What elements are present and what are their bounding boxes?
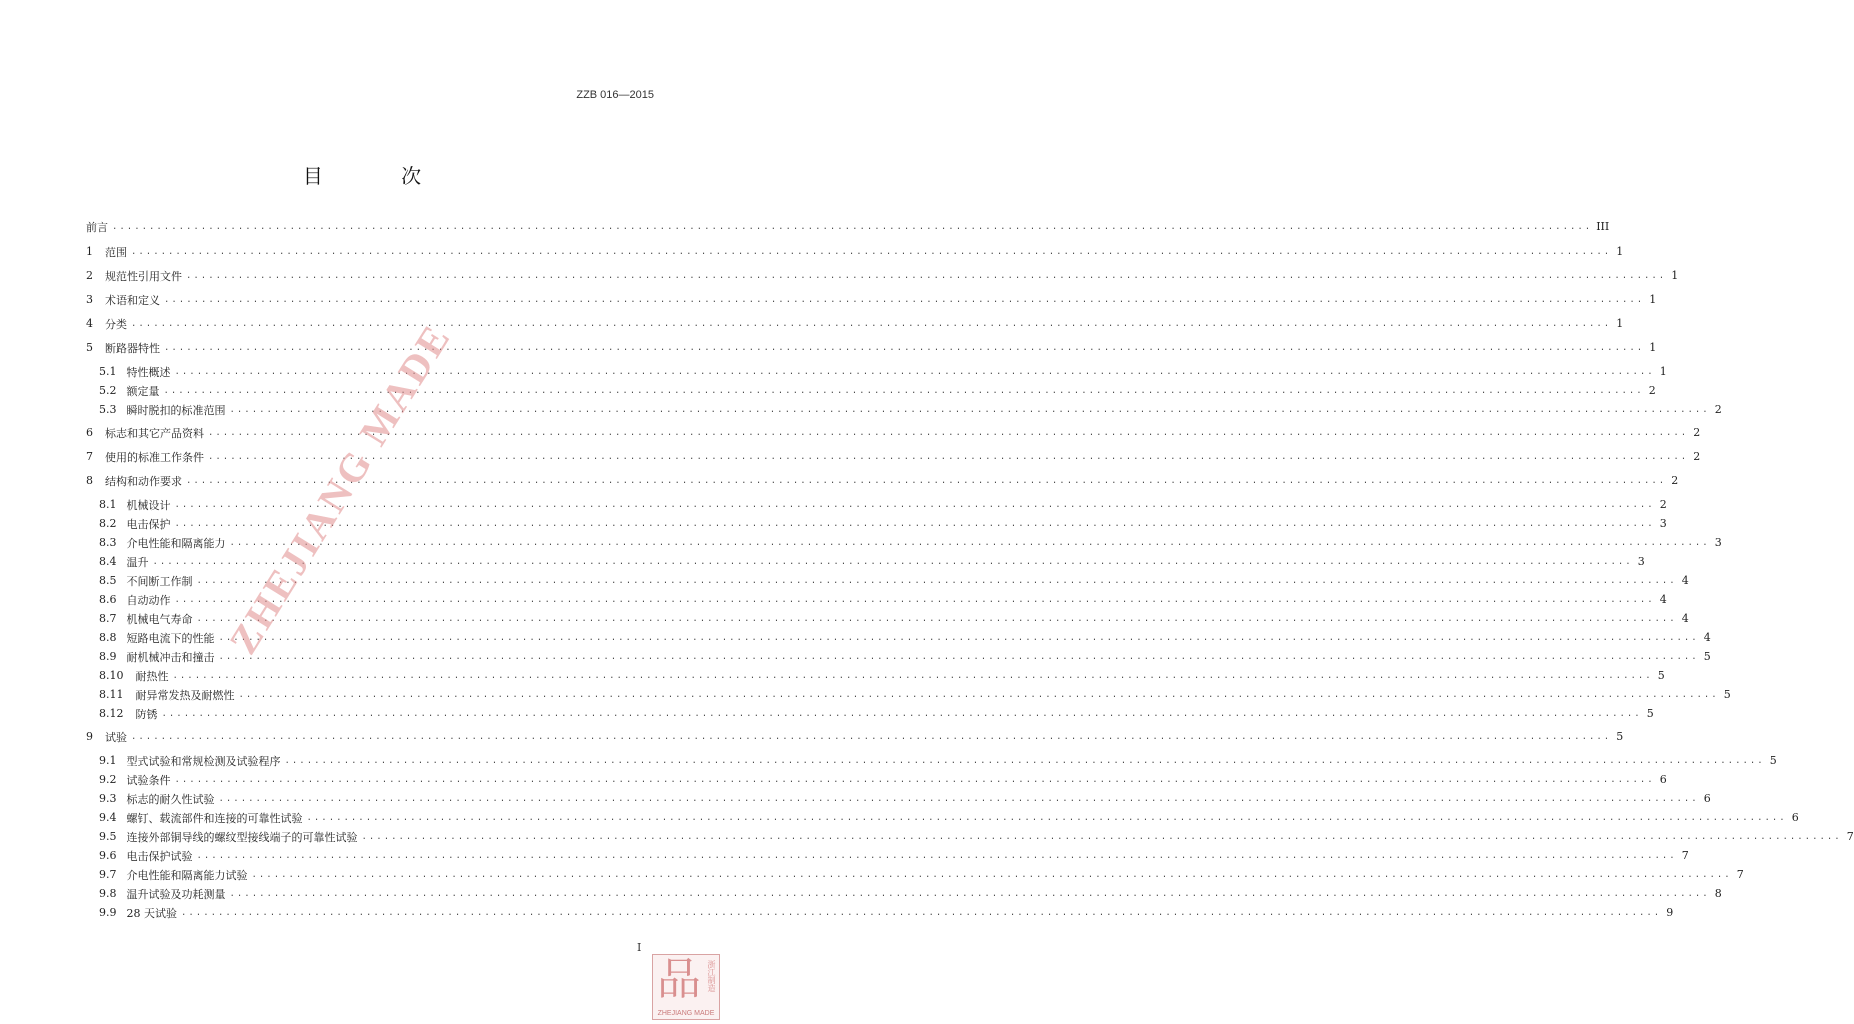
toc-leader-dots: ........................................................................................................................................................................................................	[174, 774, 1655, 785]
toc-leader-dots: ........................................................................................................................................................................................................	[196, 613, 1677, 624]
toc-leader-dots: ........................................................................................................................................................................................................	[131, 318, 1612, 329]
toc-entry[interactable]	[99, 668, 1665, 683]
toc-leader-dots: ........................................................................................................................................................................................................	[218, 632, 1699, 643]
toc-entry-label: 耐异常发热及耐燃性	[135, 688, 235, 702]
toc-entry-label: 标志和其它产品资料	[105, 426, 204, 440]
toc-entry-number: 9.6	[99, 849, 117, 862]
toc-entry-page: 1	[1659, 365, 1667, 378]
toc-leader-dots: ........................................................................................................................................................................................................	[174, 499, 1655, 510]
toc-entry-label: 特性概述	[126, 365, 171, 379]
toc-entry-label: 试验	[105, 730, 127, 744]
toc-leader-dots: ........................................................................................................................................................................................................	[284, 755, 1765, 766]
toc-entry-number: 5	[86, 341, 93, 354]
toc-entry[interactable]	[99, 364, 1667, 379]
toc-title: 目 次	[302, 164, 458, 188]
toc-entry-page: 9	[1666, 906, 1674, 919]
toc-entry-number: 5.3	[99, 403, 117, 416]
toc-entry-number: 8.10	[99, 669, 124, 682]
toc-entry-number: 8.1	[99, 498, 117, 511]
toc-entry-page: 2	[1648, 384, 1656, 397]
toc-leader-dots: ........................................................................................................................................................................................................	[152, 556, 1633, 567]
toc-entry-label: 电击保护	[126, 517, 171, 531]
toc-entry-page: 4	[1681, 574, 1689, 587]
toc-entry-number: 9	[86, 730, 93, 743]
toc-leader-dots: ........................................................................................................................................................................................................	[186, 475, 1667, 486]
toc-entry-page: 2	[1714, 403, 1722, 416]
toc-entry-number: 5.2	[99, 384, 117, 397]
toc-entry-page: 6	[1703, 792, 1711, 805]
toc-entry-page: 2	[1671, 474, 1679, 487]
toc-entry-label: 结构和动作要求	[105, 474, 182, 488]
toc-entry-page: 1	[1649, 341, 1657, 354]
toc-entry-number: 9.2	[99, 773, 117, 786]
toc-leader-dots: ........................................................................................................................................................................................................	[229, 404, 1710, 415]
toc-leader-dots: ........................................................................................................................................................................................................	[208, 427, 1689, 438]
toc-entry-number: 8	[86, 474, 93, 487]
toc-leader-dots: ........................................................................................................................................................................................................	[131, 246, 1612, 257]
toc-entry-label: 螺钉、载流部件和连接的可靠性试验	[126, 811, 303, 825]
toc-entry-page: 6	[1791, 811, 1799, 824]
toc-entry-label: 分类	[105, 317, 127, 331]
toc-entry-page: 4	[1703, 631, 1711, 644]
toc-entry-number: 9.1	[99, 754, 117, 767]
toc-entry-number: 5.1	[99, 365, 117, 378]
toc-leader-dots: ........................................................................................................................................................................................................	[238, 689, 1719, 700]
toc-entry-label: 短路电流下的性能	[126, 631, 215, 645]
toc-entry[interactable]	[99, 516, 1667, 531]
toc-entry-label: 温升	[126, 555, 149, 569]
toc-entry-number: 8.3	[99, 536, 117, 549]
toc-entry-page: 5	[1646, 707, 1654, 720]
toc-leader-dots: ........................................................................................................................................................................................................	[229, 888, 1710, 899]
toc-entry-label: 耐热性	[135, 669, 169, 683]
toc-entry-label: 试验条件	[126, 773, 171, 787]
toc-entry-label: 瞬时脱扣的标准范围	[126, 403, 226, 417]
toc-entry-number: 8.2	[99, 517, 117, 530]
toc-entry[interactable]	[99, 535, 1722, 550]
toc-entry-number: 1	[86, 245, 93, 258]
toc-entry-label: 范围	[105, 245, 127, 259]
toc-entry-page: 5	[1657, 669, 1665, 682]
toc-entry[interactable]	[99, 829, 1854, 844]
toc-entry-number: 9.3	[99, 792, 117, 805]
toc-entry-label: 使用的标准工作条件	[105, 450, 204, 464]
toc-entry[interactable]	[86, 316, 1624, 331]
toc-entry[interactable]	[86, 292, 1657, 307]
toc-leader-dots: ........................................................................................................................................................................................................	[196, 850, 1677, 861]
toc-entry[interactable]	[99, 848, 1689, 863]
toc-entry-number: 7	[86, 450, 93, 463]
toc-leader-dots: ........................................................................................................................................................................................................	[251, 869, 1732, 880]
toc-entry-page: 1	[1649, 293, 1657, 306]
toc-entry-page: 4	[1681, 612, 1689, 625]
toc-entry-label: 额定量	[126, 384, 160, 398]
toc-leader-dots: ........................................................................................................................................................................................................	[361, 831, 1842, 842]
page-number: I	[637, 941, 642, 954]
toc-entry[interactable]	[99, 772, 1667, 787]
toc-entry-page: 1	[1616, 317, 1624, 330]
toc-entry-number: 8.6	[99, 593, 117, 606]
toc-entry-number: 9.5	[99, 830, 117, 843]
toc-leader-dots: ........................................................................................................................................................................................................	[208, 451, 1689, 462]
toc-entry-page: 7	[1846, 830, 1854, 843]
toc-entry-number: 8.7	[99, 612, 117, 625]
toc-entry[interactable]	[86, 340, 1657, 355]
zhejiang-made-logo	[652, 954, 720, 1020]
toc-leader-dots: ........................................................................................................................................................................................................	[181, 907, 1662, 918]
toc-entry-page: 7	[1681, 849, 1689, 862]
toc-entry-number: 8.11	[99, 688, 124, 701]
toc-entry[interactable]	[99, 867, 1744, 882]
toc-entry-number: 8.5	[99, 574, 117, 587]
toc-leader-dots: ........................................................................................................................................................................................................	[174, 518, 1655, 529]
toc-leader-dots: ........................................................................................................................................................................................................	[161, 708, 1642, 719]
toc-entry-label: 前言	[86, 220, 108, 234]
logo-side-text: 浙江制造	[707, 960, 716, 992]
toc-leader-dots: ........................................................................................................................................................................................................	[218, 793, 1699, 804]
toc-entry-number: 8.4	[99, 555, 117, 568]
toc-leader-dots: ........................................................................................................................................................................................................	[229, 537, 1710, 548]
toc-leader-dots: ........................................................................................................................................................................................................	[306, 812, 1787, 823]
toc-entry[interactable]	[99, 791, 1711, 806]
toc-entry[interactable]	[86, 219, 1610, 234]
toc-leader-dots: ........................................................................................................................................................................................................	[196, 575, 1677, 586]
toc-entry-number: 9.4	[99, 811, 117, 824]
toc-entry-page: 4	[1659, 593, 1667, 606]
toc-leader-dots: ........................................................................................................................................................................................................	[174, 366, 1655, 377]
toc-entry[interactable]	[86, 244, 1624, 259]
toc-entry-page: 3	[1659, 517, 1667, 530]
toc-entry-label: 自动动作	[126, 593, 171, 607]
toc-entry-label: 型式试验和常规检测及试验程序	[126, 754, 281, 768]
toc-leader-dots: ........................................................................................................................................................................................................	[186, 270, 1667, 281]
toc-leader-dots: ........................................................................................................................................................................................................	[131, 731, 1612, 742]
toc-entry-page: 3	[1714, 536, 1722, 549]
toc-entry-number: 4	[86, 317, 93, 330]
toc-entry[interactable]	[99, 706, 1654, 721]
toc-entry-label: 连接外部铜导线的螺纹型接线端子的可靠性试验	[126, 830, 358, 844]
toc-entry-page: 6	[1659, 773, 1667, 786]
toc-entry[interactable]	[86, 729, 1624, 744]
toc-entry[interactable]	[99, 497, 1667, 512]
toc-entry[interactable]	[99, 687, 1731, 702]
toc-entry[interactable]	[99, 573, 1689, 588]
toc-entry-number: 9.9	[99, 906, 117, 919]
watermark-text: ZHEJIANG MADE	[220, 315, 460, 662]
logo-text: ZHEJIANG MADE	[657, 1010, 715, 1017]
toc-entry[interactable]	[99, 554, 1645, 569]
toc-entry-page: 5	[1703, 650, 1711, 663]
toc-entry-number: 6	[86, 426, 93, 439]
toc-entry-label: 电击保护试验	[126, 849, 193, 863]
toc-entry-page: 5	[1616, 730, 1624, 743]
toc-entry-number: 9.8	[99, 887, 117, 900]
toc-entry-number: 2	[86, 269, 93, 282]
toc-entry[interactable]	[99, 810, 1799, 825]
toc-entry-number: 8.8	[99, 631, 117, 644]
toc-entry-label: 防锈	[135, 707, 158, 721]
toc-entry-page: 3	[1637, 555, 1645, 568]
toc-entry-number: 3	[86, 293, 93, 306]
logo-glyph: 品	[657, 954, 701, 1005]
toc-leader-dots: ........................................................................................................................................................................................................	[174, 594, 1655, 605]
toc-entry-label: 介电性能和隔离能力	[126, 536, 226, 550]
toc-entry[interactable]	[86, 268, 1679, 283]
toc-leader-dots: ........................................................................................................................................................................................................	[164, 294, 1645, 305]
toc-entry-label: 机械设计	[126, 498, 171, 512]
toc-entry-label: 不间断工作制	[126, 574, 193, 588]
toc-entry-page: 2	[1693, 426, 1701, 439]
toc-entry-page: 8	[1714, 887, 1722, 900]
toc-entry-number: 8.12	[99, 707, 124, 720]
toc-entry-label: 断路器特性	[105, 341, 160, 355]
toc-entry-page: 1	[1671, 269, 1679, 282]
toc-entry-page: 1	[1616, 245, 1624, 258]
toc-leader-dots: ........................................................................................................................................................................................................	[172, 670, 1653, 681]
toc-entry-label: 术语和定义	[105, 293, 160, 307]
toc-entry[interactable]	[99, 753, 1777, 768]
toc-entry-label: 标志的耐久性试验	[126, 792, 215, 806]
toc-entry-label: 28 天试验	[126, 906, 177, 920]
toc-entry[interactable]	[99, 905, 1674, 920]
toc-entry-page: 5	[1769, 754, 1777, 767]
toc-entry-page: III	[1596, 220, 1610, 233]
toc-entry-number: 9.7	[99, 868, 117, 881]
toc-leader-dots: ........................................................................................................................................................................................................	[218, 651, 1699, 662]
toc-entry-page: 2	[1693, 450, 1701, 463]
toc-entry-label: 规范性引用文件	[105, 269, 182, 283]
toc-entry-label: 机械电气寿命	[126, 612, 193, 626]
toc-entry[interactable]	[99, 592, 1667, 607]
toc-entry[interactable]	[99, 630, 1711, 645]
toc-entry-page: 5	[1723, 688, 1731, 701]
toc-entry[interactable]	[99, 886, 1722, 901]
toc-entry-label: 温升试验及功耗测量	[126, 887, 226, 901]
toc-entry-page: 2	[1659, 498, 1667, 511]
toc-entry-page: 7	[1736, 868, 1744, 881]
toc-leader-dots: ........................................................................................................................................................................................................	[163, 385, 1644, 396]
toc-entry-number: 8.9	[99, 650, 117, 663]
toc-leader-dots: ........................................................................................................................................................................................................	[112, 221, 1593, 232]
toc-leader-dots: ........................................................................................................................................................................................................	[164, 342, 1645, 353]
toc-entry-label: 耐机械冲击和撞击	[126, 650, 215, 664]
toc-entry[interactable]	[99, 649, 1711, 664]
document-code: ZZB 016—2015	[576, 89, 654, 101]
toc-entry[interactable]	[99, 611, 1689, 626]
toc-entry-label: 介电性能和隔离能力试验	[126, 868, 248, 882]
